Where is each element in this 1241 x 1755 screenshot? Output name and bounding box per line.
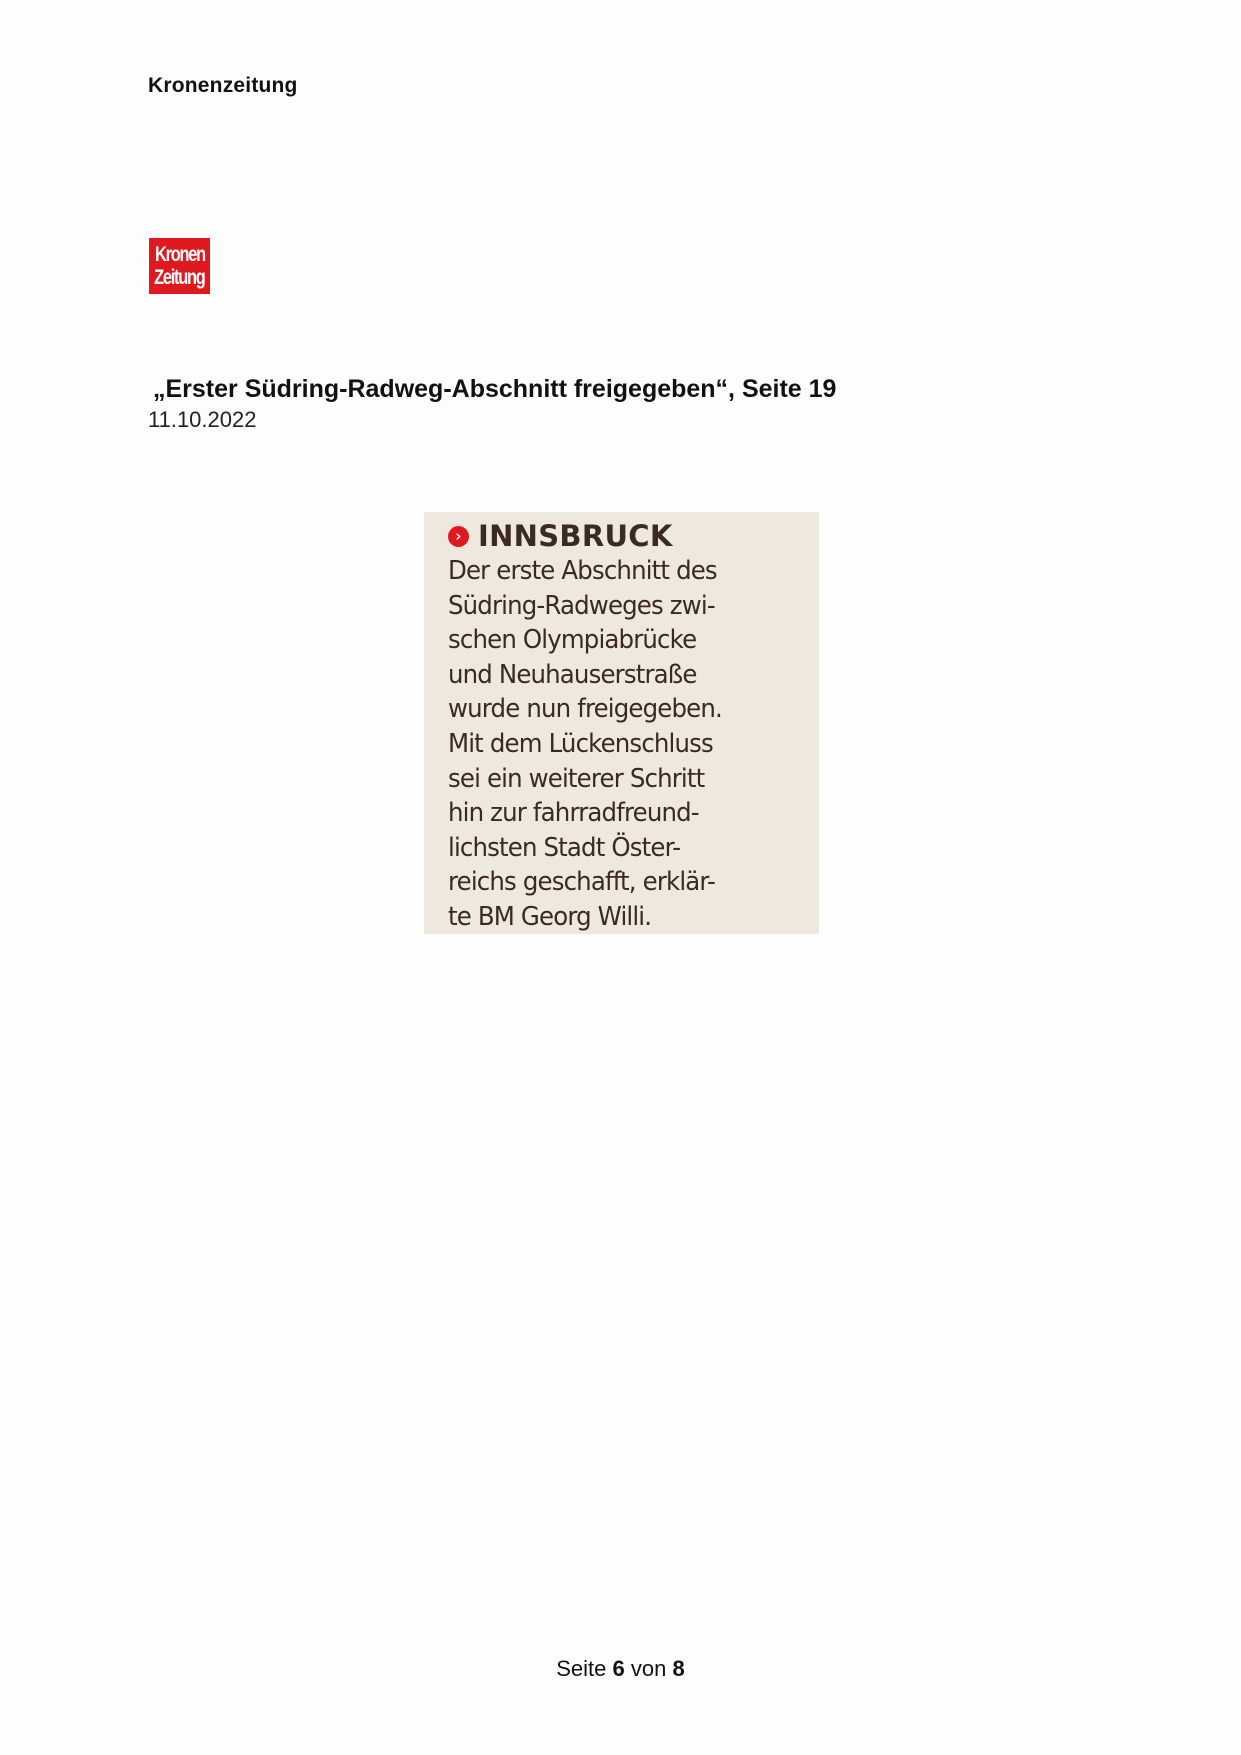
clipping-line: schen Olympiabrücke (448, 625, 697, 656)
clipping-line: wurde nun freigegeben. (448, 694, 722, 725)
clipping-kicker (448, 518, 819, 554)
logo-line-2: Zeitung (154, 266, 205, 289)
clipping-line: Mit dem Lückenschluss (448, 728, 713, 759)
newspaper-clipping (424, 512, 819, 934)
kicker-label: INNSBRUCK (478, 519, 673, 553)
clipping-line: reichs geschafft, erklär- (448, 867, 716, 898)
clipping-line: und Neuhauserstraße (448, 659, 697, 690)
footer-total-pages: 8 (672, 1656, 685, 1681)
footer-separator: von (630, 1656, 667, 1681)
kronen-zeitung-logo (149, 238, 210, 294)
logo-line-1: Kronen (154, 243, 205, 266)
article-date: 11.10.2022 (148, 407, 257, 432)
clipping-line: Südring-Radweges zwi- (448, 590, 715, 621)
clipping-line: te BM Georg Willi. (448, 901, 652, 932)
arrow-circle-icon: › (448, 526, 469, 547)
clipping-line: sei ein weiterer Schritt (448, 763, 705, 794)
article-headline: „Erster Südring-Radweg-Abschnitt freigegeben“, Seite 19 (153, 375, 837, 403)
page-footer (0, 1656, 1241, 1682)
footer-current-page: 6 (612, 1656, 625, 1681)
clipping-line: hin zur fahrradfreund- (448, 798, 699, 829)
publication-name: Kronenzeitung (148, 74, 298, 97)
footer-prefix: Seite (556, 1656, 607, 1681)
clipping-line: lichsten Stadt Öster- (448, 832, 681, 863)
clipping-line: Der erste Abschnitt des (448, 556, 717, 586)
